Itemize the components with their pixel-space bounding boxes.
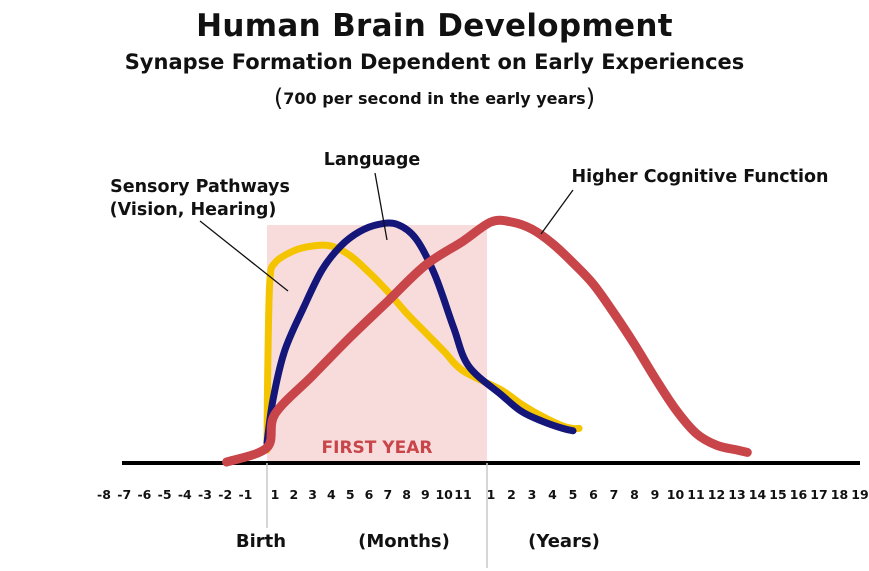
x-tick-label: 7 <box>609 487 619 502</box>
x-tick-label: 8 <box>402 487 411 502</box>
x-tick-label: 16 <box>789 487 808 502</box>
chart-note: (700 per second in the early years) <box>273 84 596 112</box>
x-tick-label: 6 <box>589 487 598 502</box>
x-tick-label: -6 <box>137 487 152 502</box>
x-tick-label: -3 <box>198 487 212 502</box>
x-tick-label: 7 <box>383 487 393 502</box>
x-tick-label: 11 <box>454 487 472 502</box>
x-tick-label: -7 <box>117 487 132 502</box>
x-tick-label: 12 <box>707 487 726 502</box>
x-tick-label: 8 <box>630 487 639 502</box>
higher-cognitive-leader-line <box>541 190 573 234</box>
chart-title: Human Brain Development <box>196 8 673 44</box>
first-year-highlight <box>267 225 487 463</box>
label-language: Language <box>323 150 421 170</box>
x-tick-label: 14 <box>748 487 767 502</box>
x-tick-label: 18 <box>830 487 849 502</box>
x-tick-label: 2 <box>507 487 516 502</box>
x-tick-label: 3 <box>308 487 317 502</box>
x-tick-label: 11 <box>687 487 705 502</box>
x-tick-label: 5 <box>568 487 578 502</box>
x-tick-label: 17 <box>810 487 828 502</box>
x-tick-label: 1 <box>486 487 496 502</box>
x-tick-label: -8 <box>97 487 111 502</box>
region-label-birth: Birth <box>235 531 287 552</box>
x-tick-label: 15 <box>769 487 787 502</box>
x-tick-label: 10 <box>666 487 685 502</box>
x-tick-label: -1 <box>238 487 253 502</box>
x-tick-label: 19 <box>851 487 869 502</box>
x-tick-label: 9 <box>650 487 660 502</box>
x-tick-label: -5 <box>157 487 172 502</box>
x-tick-label: -4 <box>177 487 192 502</box>
x-tick-label: 5 <box>345 487 355 502</box>
x-tick-label: 13 <box>728 487 746 502</box>
x-tick-label: 4 <box>327 487 336 502</box>
x-tick-label: 4 <box>548 487 557 502</box>
x-tick-label: 9 <box>421 487 430 502</box>
region-label-months: (Months) <box>358 531 450 552</box>
x-tick-label: 10 <box>435 487 453 502</box>
label-higher-cognitive: Higher Cognitive Function <box>571 167 829 187</box>
first-year-label: FIRST YEAR <box>321 438 433 458</box>
x-tick-label: -2 <box>218 487 233 502</box>
x-tick-label: 2 <box>289 487 299 502</box>
region-label-years: (Years) <box>528 531 600 552</box>
chart-subtitle: Synapse Formation Dependent on Early Experiences <box>124 50 745 74</box>
label-sensory-line1: Sensory Pathways <box>110 177 290 197</box>
x-tick-label: 1 <box>270 487 280 502</box>
x-tick-label: 6 <box>364 487 374 502</box>
x-tick-label: 3 <box>527 487 537 502</box>
label-sensory-line2: (Vision, Hearing) <box>109 200 277 220</box>
chart-note-text: 700 per second in the early years <box>283 89 586 108</box>
